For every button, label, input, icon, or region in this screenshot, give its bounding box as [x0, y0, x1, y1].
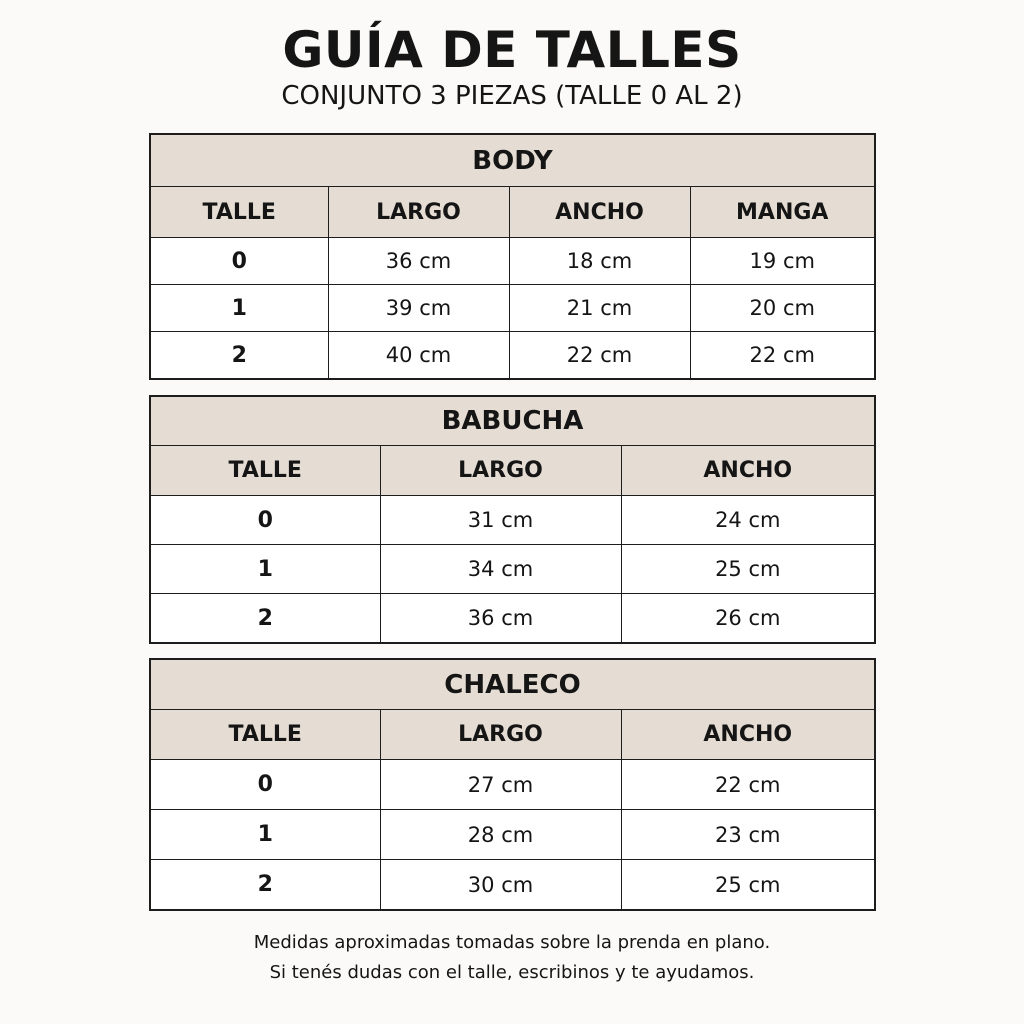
- size-cell: 1: [150, 545, 380, 594]
- table-row: [150, 285, 875, 332]
- page-title: GUÍA DE TALLES: [282, 21, 742, 79]
- section-title-chaleco: CHALECO: [150, 659, 875, 710]
- footnote-measurements: Medidas aproximadas tomadas sobre la prenda en plano.: [253, 932, 771, 953]
- table-section-header: [150, 659, 875, 710]
- table-row: [150, 496, 875, 545]
- ancho-cell: 21 cm: [509, 285, 690, 332]
- table-row: [150, 860, 875, 911]
- ancho-cell: 22 cm: [509, 332, 690, 380]
- largo-cell: 30 cm: [380, 860, 621, 911]
- ancho-cell: 24 cm: [621, 496, 875, 545]
- largo-cell: 28 cm: [380, 810, 621, 860]
- size-cell: 1: [150, 810, 380, 860]
- manga-cell: 22 cm: [690, 332, 875, 380]
- table-column-headers: [150, 710, 875, 760]
- column-header-talle: TALLE: [150, 446, 380, 496]
- size-cell: 2: [150, 860, 380, 911]
- table-row: [150, 238, 875, 285]
- manga-cell: 20 cm: [690, 285, 875, 332]
- ancho-cell: 25 cm: [621, 860, 875, 911]
- ancho-cell: 23 cm: [621, 810, 875, 860]
- largo-cell: 36 cm: [380, 594, 621, 644]
- manga-cell: 19 cm: [690, 238, 875, 285]
- column-header-ancho: ANCHO: [621, 446, 875, 496]
- size-cell: 0: [150, 238, 328, 285]
- table-section-header: [150, 396, 875, 446]
- ancho-cell: 25 cm: [621, 545, 875, 594]
- table-row: [150, 545, 875, 594]
- largo-cell: 34 cm: [380, 545, 621, 594]
- size-cell: 0: [150, 496, 380, 545]
- size-cell: 0: [150, 760, 380, 810]
- table-row: [150, 810, 875, 860]
- section-title-babucha: BABUCHA: [150, 396, 875, 446]
- footnote-help: Si tenés dudas con el talle, escribinos y te ayudamos.: [269, 962, 755, 983]
- ancho-cell: 22 cm: [621, 760, 875, 810]
- page-subtitle: CONJUNTO 3 PIEZAS (TALLE 0 AL 2): [281, 81, 743, 111]
- section-title-body: BODY: [150, 134, 875, 187]
- size-cell: 2: [150, 594, 380, 644]
- column-header-ancho: ANCHO: [509, 187, 690, 238]
- chaleco-size-table: [149, 658, 876, 911]
- table-section-header: [150, 134, 875, 187]
- body-size-table: [149, 133, 876, 380]
- column-header-largo: LARGO: [328, 187, 509, 238]
- table-row: [150, 760, 875, 810]
- ancho-cell: 18 cm: [509, 238, 690, 285]
- table-row: [150, 594, 875, 644]
- largo-cell: 31 cm: [380, 496, 621, 545]
- column-header-talle: TALLE: [150, 710, 380, 760]
- column-header-ancho: ANCHO: [621, 710, 875, 760]
- size-cell: 2: [150, 332, 328, 380]
- table-row: [150, 332, 875, 380]
- largo-cell: 27 cm: [380, 760, 621, 810]
- column-header-manga: MANGA: [690, 187, 875, 238]
- largo-cell: 36 cm: [328, 238, 509, 285]
- largo-cell: 40 cm: [328, 332, 509, 380]
- column-header-largo: LARGO: [380, 446, 621, 496]
- table-column-headers: [150, 446, 875, 496]
- babucha-size-table: [149, 395, 876, 644]
- ancho-cell: 26 cm: [621, 594, 875, 644]
- size-cell: 1: [150, 285, 328, 332]
- column-header-talle: TALLE: [150, 187, 328, 238]
- table-column-headers: [150, 187, 875, 238]
- largo-cell: 39 cm: [328, 285, 509, 332]
- column-header-largo: LARGO: [380, 710, 621, 760]
